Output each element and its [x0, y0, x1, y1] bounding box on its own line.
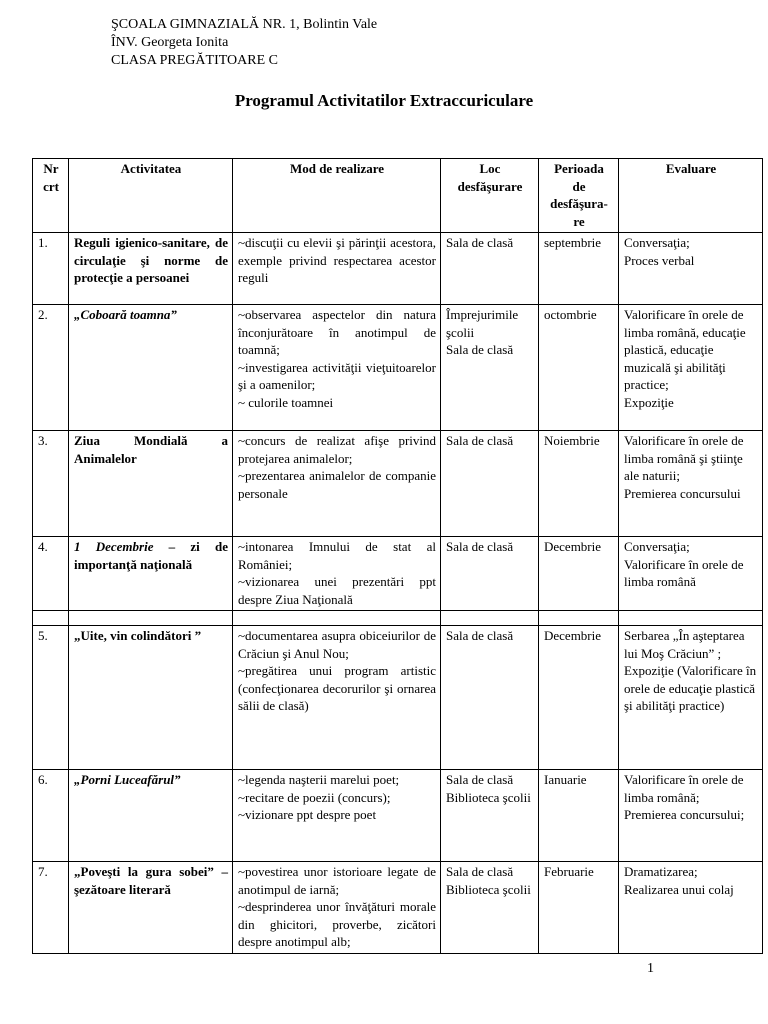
evaluation-cell: Conversaţia; Valorificare în orele de limba română — [619, 537, 763, 611]
document-title: Programul Activitatilor Extraccuriculare — [234, 91, 534, 110]
period-cell: septembrie — [539, 233, 619, 305]
table-header-row — [33, 159, 763, 233]
evaluation-cell: Dramatizarea; Realizarea unui colaj — [619, 862, 763, 954]
activity-cell: Ziua Mondială a Animalelor — [69, 431, 233, 537]
evaluation-cell: Valorificare în orele de limba română, educaţie plastică, educaţie muzicală şi abilităţi practice; Expoziţie — [619, 305, 763, 431]
period-cell: octombrie — [539, 305, 619, 431]
method-cell: ~intonarea Imnului de stat al României; ~vizionarea unei prezentări ppt despre Ziua Naţională — [233, 537, 441, 611]
table-row — [33, 305, 763, 431]
method-cell: ~legenda naşterii marelui poet; ~recitare de poezii (concurs); ~vizionare ppt despre poet — [233, 770, 441, 862]
table-row — [33, 862, 763, 954]
school-name: ŞCOALA GIMNAZIALĂ NR. 1, Bolintin Vale — [111, 17, 378, 32]
row-number: 5. — [33, 626, 69, 770]
activity-cell: „Poveşti la gura sobei” – şezătoare literară — [69, 862, 233, 954]
row-number: 2. — [33, 305, 69, 431]
period-cell: Decembrie — [539, 537, 619, 611]
column-header-nr: Nr crt — [33, 159, 69, 233]
period-cell: Ianuarie — [539, 770, 619, 862]
activity-cell: Reguli igienico-sanitare, de circulaţie şi norme de protecţie a persoanei — [69, 233, 233, 305]
place-cell: Sala de clasă — [441, 431, 539, 537]
activities-table — [32, 158, 763, 954]
place-cell: Sala de clasă — [441, 233, 539, 305]
table-row — [33, 431, 763, 537]
place-cell: Sala de clasă — [441, 537, 539, 611]
period-cell: Noiembrie — [539, 431, 619, 537]
column-header-activity: Activitatea — [69, 159, 233, 233]
row-number: 1. — [33, 233, 69, 305]
activity-cell: „Porni Luceafărul” — [69, 770, 233, 862]
place-cell: Sala de clasă Biblioteca şcolii — [441, 862, 539, 954]
column-header-place: Loc desfăşurare — [441, 159, 539, 233]
row-number: 4. — [33, 537, 69, 611]
evaluation-cell: Valorificare în orele de limba română şi ştiinţe ale naturii; Premierea concursului — [619, 431, 763, 537]
period-cell: Decembrie — [539, 626, 619, 770]
method-cell: ~concurs de realizat afişe privind protejarea animalelor; ~prezentarea animalelor de companie personale — [233, 431, 441, 537]
column-header-method: Mod de realizare — [233, 159, 441, 233]
place-cell: Împrejurimile şcolii Sala de clasă — [441, 305, 539, 431]
method-cell: ~observarea aspectelor din natura înconjurătoare în anotimpul de toamnă; ~investigarea activităţii vieţuitoarelor şi a oamenilor; ~ culorile toamnei — [233, 305, 441, 431]
place-cell: Sala de clasă — [441, 626, 539, 770]
method-cell: ~discuţii cu elevii şi părinţii acestora, exemple privind respectarea acestor reguli — [233, 233, 441, 305]
column-header-evaluation: Evaluare — [619, 159, 763, 233]
activity-cell: 1 Decembrie – zi de importanţă naţională — [69, 537, 233, 611]
evaluation-cell: Serbarea „În aşteptarea lui Moş Crăciun” ; Expoziţie (Valorificare în orele de educaţie plastică şi abilităţi practice) — [619, 626, 763, 770]
evaluation-cell: Valorificare în orele de limba română; Premierea concursului; — [619, 770, 763, 862]
table-row — [33, 770, 763, 862]
table-row — [33, 626, 763, 770]
activity-cell: „Coboară toamna” — [69, 305, 233, 431]
evaluation-cell: Conversaţia; Proces verbal — [619, 233, 763, 305]
column-header-period: Perioada de desfăşura- re — [539, 159, 619, 233]
table-row — [33, 537, 763, 611]
period-cell: Februarie — [539, 862, 619, 954]
activity-cell: „Uite, vin colindători ” — [69, 626, 233, 770]
method-cell: ~documentarea asupra obiceiurilor de Crăciun şi Anul Nou; ~pregătirea unui program artistic (confecţionarea decorurilor şi ornarea sălii de clasă) — [233, 626, 441, 770]
place-cell: Sala de clasă Biblioteca şcolii — [441, 770, 539, 862]
row-number: 6. — [33, 770, 69, 862]
row-number: 3. — [33, 431, 69, 537]
table-row — [33, 233, 763, 305]
table-spacer-row — [33, 611, 763, 626]
class-name: CLASA PREGĂTITOARE C — [111, 53, 278, 68]
teacher-name: ÎNV. Georgeta Ionita — [111, 35, 229, 50]
page-number: 1 — [647, 961, 654, 976]
row-number: 7. — [33, 862, 69, 954]
method-cell: ~povestirea unor istorioare legate de anotimpul de iarnă; ~desprinderea unor învăţături morale din ghicitori, proverbe, zicători despre anotimpul alb; — [233, 862, 441, 954]
document-header — [111, 16, 377, 70]
